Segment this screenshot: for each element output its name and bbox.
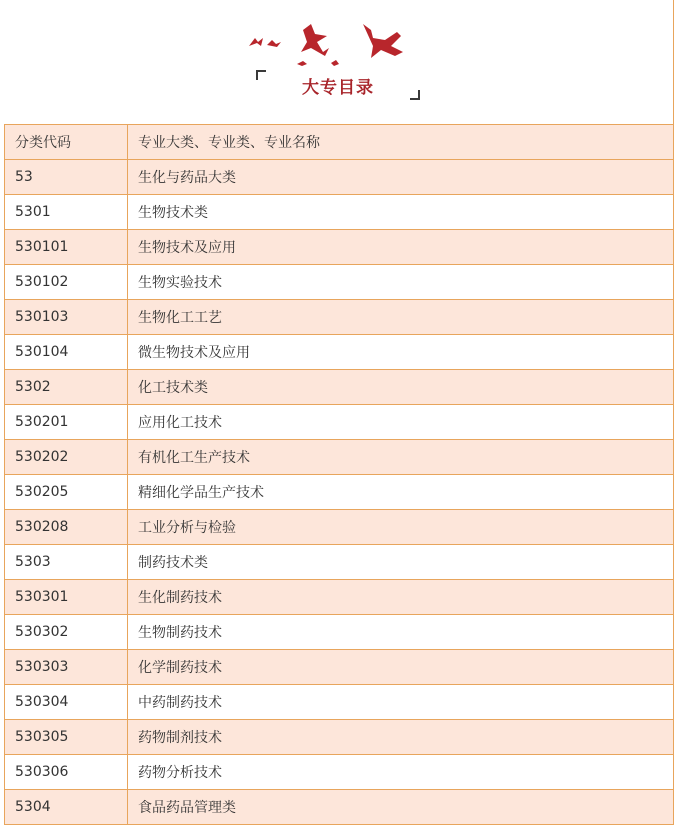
table-row xyxy=(5,300,674,335)
cell-code: 530302 xyxy=(5,615,128,650)
cell-name: 药物制剂技术 xyxy=(128,720,674,755)
table-row xyxy=(5,580,674,615)
cell-name: 有机化工生产技术 xyxy=(128,440,674,475)
cell-name: 食品药品管理类 xyxy=(128,790,674,825)
cell-name: 药物分析技术 xyxy=(128,755,674,790)
small-bird-left-icon xyxy=(249,38,263,46)
cell-code: 5303 xyxy=(5,545,128,580)
cell-name: 生化制药技术 xyxy=(128,580,674,615)
cell-name: 生物制药技术 xyxy=(128,615,674,650)
table-row xyxy=(5,335,674,370)
cell-code: 530303 xyxy=(5,650,128,685)
cell-name: 微生物技术及应用 xyxy=(128,335,674,370)
cell-code: 53 xyxy=(5,160,128,195)
table-row xyxy=(5,790,674,825)
cell-code: 530104 xyxy=(5,335,128,370)
table-header-row xyxy=(5,125,674,160)
cell-name: 精细化学品生产技术 xyxy=(128,475,674,510)
table-row xyxy=(5,370,674,405)
table-row xyxy=(5,685,674,720)
cell-name: 生化与药品大类 xyxy=(128,160,674,195)
column-header-name: 专业大类、专业类、专业名称 xyxy=(128,125,674,160)
page-header xyxy=(0,0,677,124)
table-row xyxy=(5,510,674,545)
cell-name: 制药技术类 xyxy=(128,545,674,580)
cell-code: 530201 xyxy=(5,405,128,440)
cell-code: 530304 xyxy=(5,685,128,720)
cell-code: 5302 xyxy=(5,370,128,405)
cell-code: 530102 xyxy=(5,265,128,300)
table-row xyxy=(5,545,674,580)
table-row xyxy=(5,405,674,440)
cell-name: 生物化工工艺 xyxy=(128,300,674,335)
table-row xyxy=(5,475,674,510)
table-row xyxy=(5,755,674,790)
title-frame xyxy=(256,70,420,100)
cell-name: 化工技术类 xyxy=(128,370,674,405)
cell-code: 530205 xyxy=(5,475,128,510)
cell-name: 生物技术类 xyxy=(128,195,674,230)
large-bird-center-icon xyxy=(301,24,329,56)
small-bird-mid-icon xyxy=(267,40,281,47)
table-row xyxy=(5,650,674,685)
cell-name: 应用化工技术 xyxy=(128,405,674,440)
column-header-code: 分类代码 xyxy=(5,125,128,160)
cell-code: 530306 xyxy=(5,755,128,790)
cell-name: 生物技术及应用 xyxy=(128,230,674,265)
table-row xyxy=(5,720,674,755)
flying-birds-decoration xyxy=(245,18,415,78)
cell-name: 工业分析与检验 xyxy=(128,510,674,545)
table-row xyxy=(5,195,674,230)
table-body xyxy=(5,160,674,825)
table-row xyxy=(5,265,674,300)
cell-code: 530101 xyxy=(5,230,128,265)
cell-name: 化学制药技术 xyxy=(128,650,674,685)
table-row xyxy=(5,440,674,475)
tiny-bird-left-icon xyxy=(297,61,307,66)
tiny-bird-right-icon xyxy=(331,60,339,66)
major-catalog-table xyxy=(4,124,674,825)
cell-name: 生物实验技术 xyxy=(128,265,674,300)
table-row xyxy=(5,160,674,195)
cell-code: 530202 xyxy=(5,440,128,475)
large-bird-right-icon xyxy=(363,24,403,58)
cell-code: 530103 xyxy=(5,300,128,335)
cell-code: 530208 xyxy=(5,510,128,545)
cell-code: 530305 xyxy=(5,720,128,755)
table-row xyxy=(5,230,674,265)
page-title: 大专目录 xyxy=(302,78,374,98)
cell-code: 5301 xyxy=(5,195,128,230)
cell-name: 中药制药技术 xyxy=(128,685,674,720)
cell-code: 5304 xyxy=(5,790,128,825)
cell-code: 530301 xyxy=(5,580,128,615)
table-row xyxy=(5,615,674,650)
